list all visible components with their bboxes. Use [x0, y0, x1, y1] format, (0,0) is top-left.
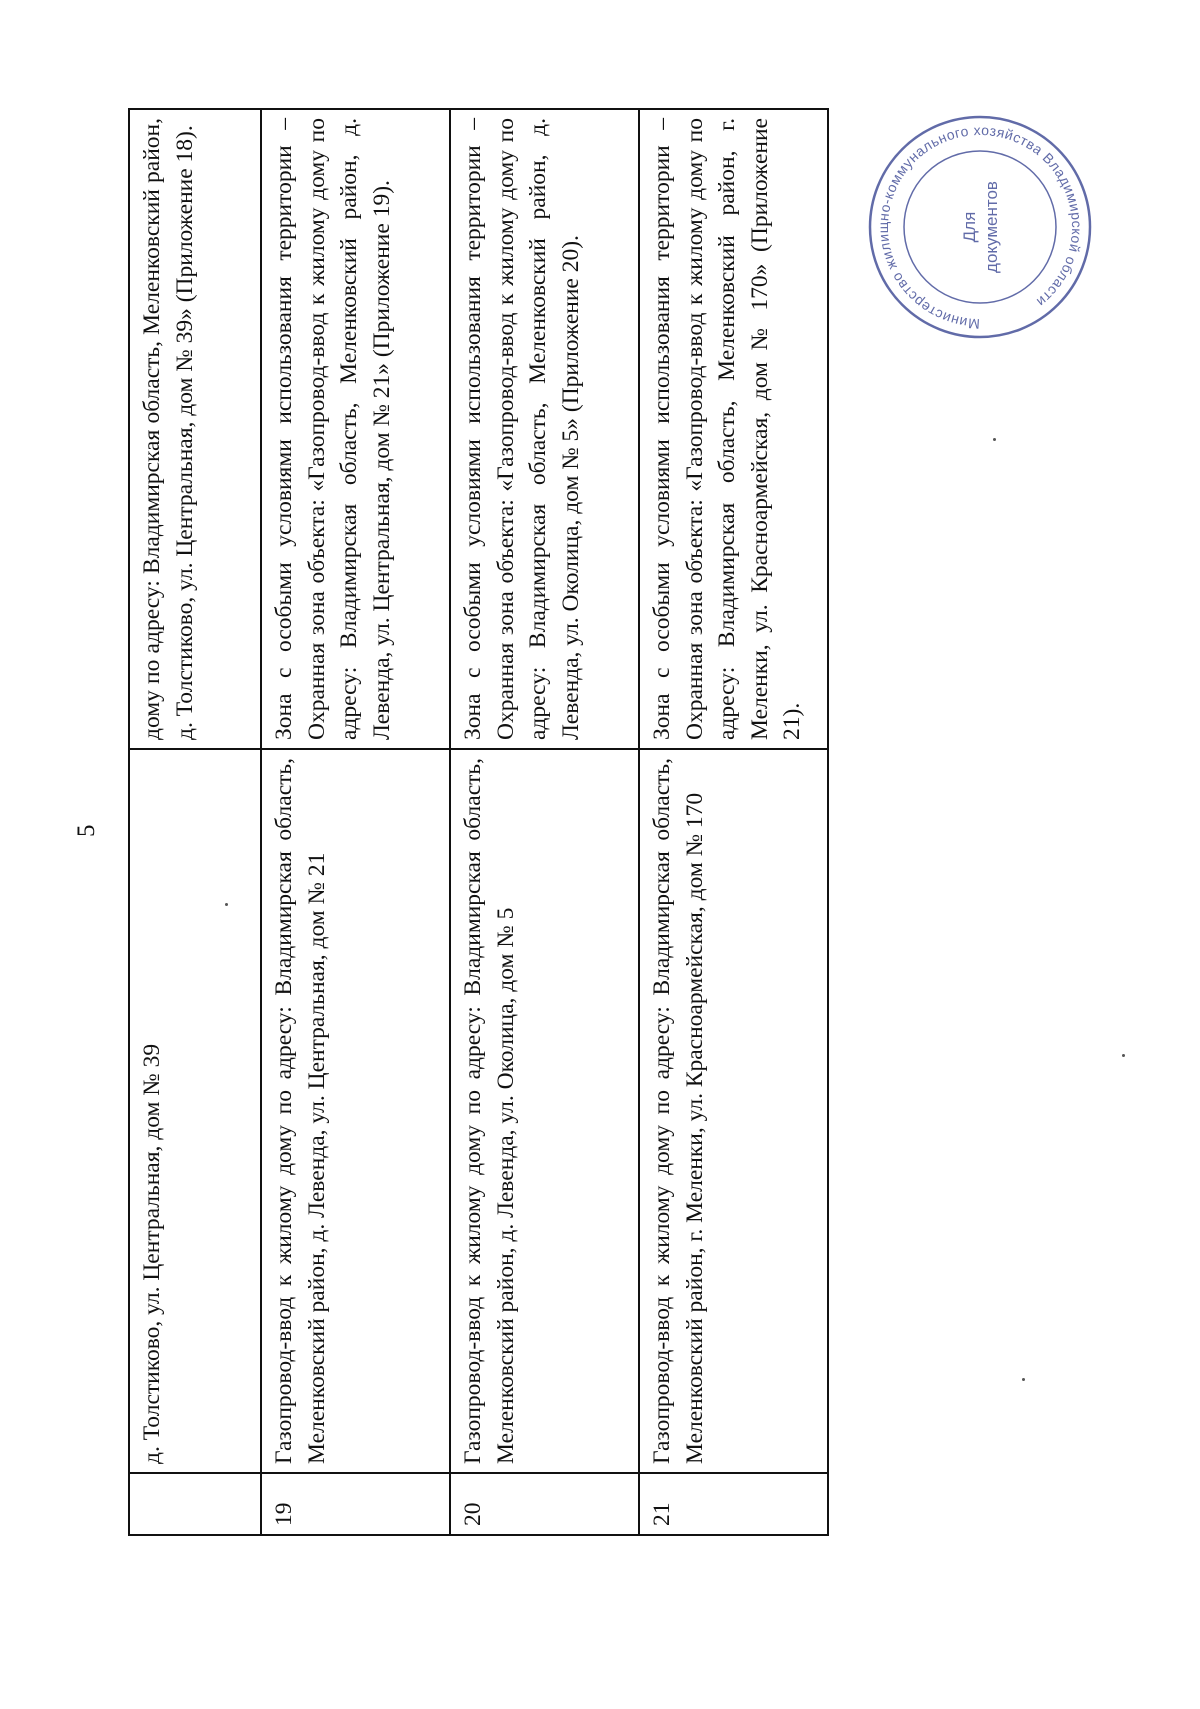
rotated-table-wrapper	[128, 108, 814, 1536]
scan-speck	[1022, 1378, 1025, 1381]
table-row	[639, 109, 828, 1535]
scan-speck	[225, 903, 228, 906]
object-cell: д. Толстиково, ул. Центральная, дом № 39	[129, 749, 261, 1473]
object-cell: Газопровод-ввод к жилому дому по адресу: Владимирская область, Меленковский район, д. Левенда, ул. Центральная, дом № 21	[261, 749, 450, 1473]
zone-cell: Зона с особыми условиями использования территории – Охранная зона объекта: «Газопровод-ввод к жилому дому по адресу: Владимирская область, Меленковский район, г. Меленки, ул. Красноармейская, дом № 170» (Приложение 21).	[639, 109, 828, 749]
zones-table	[128, 108, 829, 1536]
table-row	[129, 109, 261, 1535]
table-row	[450, 109, 639, 1535]
object-cell: Газопровод-ввод к жилому дому по адресу: Владимирская область, Меленковский район, г. Меленки, ул. Красноармейская, дом № 170	[639, 749, 828, 1473]
row-number: 20	[450, 1473, 639, 1535]
stamp-inner-ring	[904, 151, 1056, 303]
official-stamp	[865, 112, 1095, 342]
table-row	[261, 109, 450, 1535]
stamp-center-line2: документов	[982, 181, 1001, 273]
zone-cell: дому по адресу: Владимирская область, Меленковский район, д. Толстиково, ул. Центральная, дом № 39» (Приложение 18).	[129, 109, 261, 749]
stamp-center-line1: Для	[960, 211, 979, 243]
scan-speck	[1122, 1054, 1125, 1057]
stamp-ring-text: Министерство жилищно-коммунального хозяйства Владимирской области	[874, 121, 1086, 333]
row-number: 19	[261, 1473, 450, 1535]
row-number: 21	[639, 1473, 828, 1535]
zone-cell: Зона с особыми условиями использования территории – Охранная зона объекта: «Газопровод-ввод к жилому дому по адресу: Владимирская область, Меленковский район, д. Левенда, ул. Околица, дом № 5» (Приложение 20).	[450, 109, 639, 749]
object-cell: Газопровод-ввод к жилому дому по адресу: Владимирская область, Меленковский район, д. Левенда, ул. Околица, дом № 5	[450, 749, 639, 1473]
page-number: 5	[73, 824, 100, 837]
scan-speck	[993, 438, 996, 441]
stamp-outer-ring	[870, 117, 1090, 337]
row-number	[129, 1473, 261, 1535]
zone-cell: Зона с особыми условиями использования территории – Охранная зона объекта: «Газопровод-ввод к жилому дому по адресу: Владимирская область, Меленковский район, д. Левенда, ул. Центральная, дом № 21» (Приложение 19).	[261, 109, 450, 749]
